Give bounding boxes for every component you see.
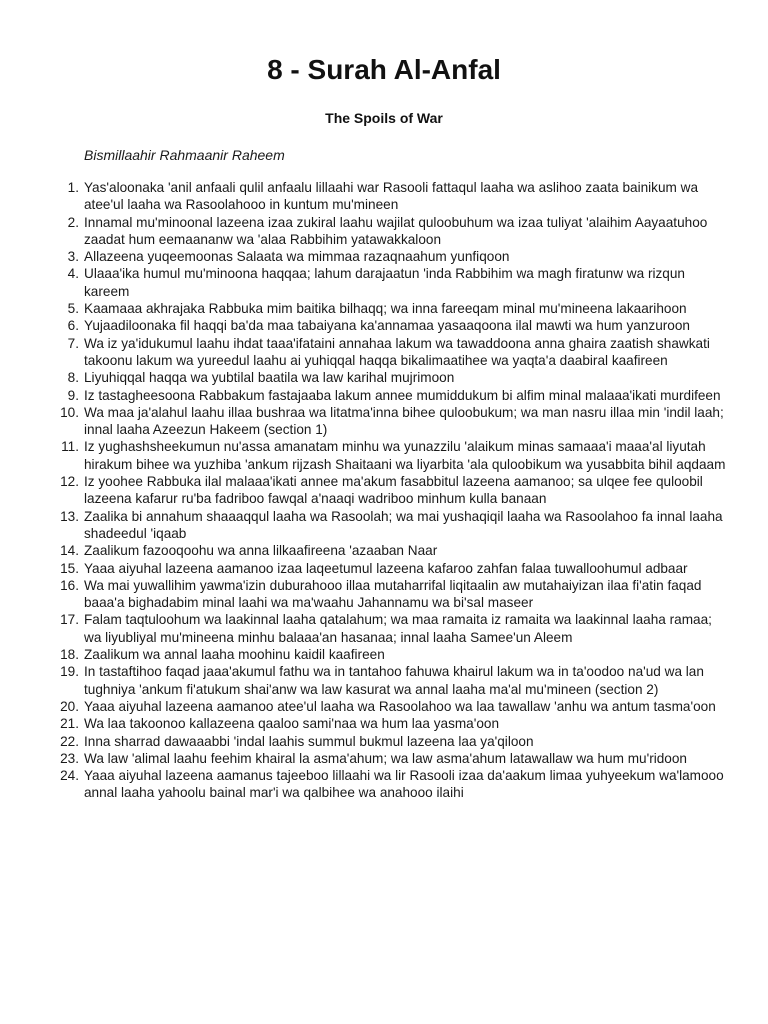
verse-item [60,577,730,612]
verse-number: 21. [60,716,79,732]
verse-number: 13. [60,508,79,524]
verse-text: Yaaa aiyuhal lazeena aamanoo atee'ul laaha wa Rasoolahoo wa laa tawallaw 'anhu wa antum tasma'oon [84,698,716,714]
verse-number: 8. [67,370,79,386]
verse-item [60,715,730,732]
verse-item [67,179,730,214]
verse-text: Liyuhiqqal haqqa wa yubtilal baatila wa law karihal mujrimoon [84,370,455,386]
verse-text: Yaaa aiyuhal lazeena aamanus tajeeboo lillaahi wa lir Rasooli izaa da'aakum limaa yuhyeekum wa'lamooo annal laaha yahoolu bainal mar'i wa qalbihee wa anahooo ilaihi [84,768,724,801]
verse-number: 12. [60,474,79,490]
verse-text: Iz yughashsheekumun nu'assa amanatam minhu wa yunazzilu 'alaikum minas samaaa'i maaa'al liyutah hirakum bihee wa yuzhiba 'ankum rijzash Shaitaani wa liyarbita 'ala quloobikum wa yusabbita bihil aqdaam [84,439,726,472]
verse-number: 24. [60,768,79,784]
verse-number: 20. [60,698,79,714]
verse-number: 7. [67,335,79,351]
verse-item [67,214,730,249]
verse-item [60,560,730,577]
verse-item [60,663,730,698]
verse-item [67,300,730,317]
verse-text: Falam taqtuloohum wa laakinnal laaha qatalahum; wa maa ramaita iz ramaita wa laakinnal laaha ramaa; wa liyubliyal mu'mineena minhu balaaa'an hasanaa; innal laaha Samee'un Aleem [84,612,712,645]
verse-text: Zaalika bi annahum shaaaqqul laaha wa Rasoolah; wa mai yushaqiqil laaha wa Rasoolahoo fa innal laaha shadeedul 'iqaab [84,508,723,541]
verse-text: Innamal mu'minoonal lazeena izaa zukiral laahu wajilat quloobuhum wa izaa tuliyat 'alaihim Aayaatuhoo zaadat hum eemaananw wa 'alaa Rabbihim yatawakkaloon [84,214,708,247]
verse-item [60,404,730,439]
verse-number: 1. [67,180,79,195]
verse-number: 5. [67,301,79,317]
verse-number: 10. [60,404,79,420]
verse-number: 17. [60,612,79,628]
verse-text: Iz yoohee Rabbuka ilal malaaa'ikati annee ma'akum fasabbitul lazeena aamanoo; sa ulqee fee quloobil lazeena kafarur ru'ba fadriboo fawqal a'naaqi wadriboo minhum kulla banaan [84,474,703,507]
verse-number: 9. [67,387,79,403]
verse-text: Yujaadiloonaka fil haqqi ba'da maa tabaiyana ka'annamaa yasaaqoona ilal mawti wa hum yanzuroon [84,318,690,334]
verse-text: Wa iz ya'idukumul laahu ihdat taaa'ifataini annahaa lakum wa tawaddoona anna ghaira zaatish shawkati takoonu lakum wa yureedul laahu ai yuhiqqal haqqa bikalimaatihee wa yaqta'a daabiral kaafireen [84,335,710,368]
verse-number: 23. [60,750,79,766]
bismillah-line: Bismillaahir Rahmaanir Raheem [84,147,285,163]
verse-text: Allazeena yuqeemoonas Salaata wa mimmaa razaqnaahum yunfiqoon [84,249,510,265]
verse-text: Wa maa ja'alahul laahu illaa bushraa wa litatma'inna bihee quloobukum; wa man nasru illaa min 'indil laah; innal laaha Azeezun Hakeem (section 1) [84,404,724,438]
verse-number: 18. [60,647,79,663]
verse-text: Yas'aloonaka 'anil anfaali qulil anfaalu lillaahi war Rasooli fattaqul laaha wa aslihoo zaata bainikum wa atee'ul laaha wa Rasoolahooo in kuntum mu'mineen [84,180,699,213]
verse-item [60,733,730,750]
verse-item [67,335,730,370]
verse-text: Wa mai yuwallihim yawma'izin duburahooo illaa mutaharrifal liqitaalin aw mutahaiyizan ilaa fi'atin faqad baaa'a bighadabim minal laahi wa ma'waahu Jahannamu wa bi'sal maseer [84,577,702,611]
verse-number: 14. [60,543,79,559]
verse-text: Wa law 'alimal laahu feehim khairal la asma'ahum; wa law asma'ahum latawallaw wa hum mu'ridoon [84,750,687,766]
verse-number: 22. [60,733,79,749]
verse-number: 19. [60,664,79,680]
verse-item [60,646,730,663]
verse-number: 2. [67,214,79,230]
verse-text: Yaaa aiyuhal lazeena aamanoo izaa laqeetumul lazeena kafaroo zahfan falaa tuwalloohumul adbaar [84,560,688,576]
verse-text: Iz tastagheesoona Rabbakum fastajaaba lakum annee mumiddukum bi alfim minal malaaa'ikati murdifeen [84,387,721,403]
verse-item [60,473,730,508]
verse-text: Kaamaaa akhrajaka Rabbuka mim baitika bilhaqq; wa inna fareeqam minal mu'mineena lakaarihoon [84,301,687,317]
verse-number: 3. [67,249,79,265]
verse-item [67,369,730,386]
verse-text: Wa laa takoonoo kallazeena qaaloo sami'naa wa hum laa yasma'oon [84,716,500,732]
verse-item [67,387,730,404]
verse-list [60,179,730,802]
verse-item [67,317,730,334]
page-title: 8 - Surah Al-Anfal [267,54,501,85]
verse-item [67,265,730,300]
verse-item [60,767,730,802]
verse-number: 16. [60,577,79,593]
verse-item [60,542,730,559]
verse-text: Ulaaa'ika humul mu'minoona haqqaa; lahum darajaatun 'inda Rabbihim wa magh firatunw wa rizqun kareem [84,266,685,299]
verse-item [60,750,730,767]
page-subtitle: The Spoils of War [325,110,443,126]
verse-item [60,508,730,543]
verse-text: Zaalikum wa annal laaha moohinu kaidil kaafireen [84,647,385,663]
verse-number: 6. [67,318,79,334]
verse-item [67,248,730,265]
verse-number: 4. [67,266,79,282]
verse-item [61,438,730,473]
verse-text: In tastaftihoo faqad jaaa'akumul fathu wa in tantahoo fahuwa khairul lakum wa in ta'oodoo na'ud wa lan tughniya 'ankum fi'atukum shai'anw wa law kasurat wa annal laaha ma'al mu'mineen (section 2) [84,664,704,697]
verse-text: Inna sharrad dawaaabbi 'indal laahis summul bukmul lazeena laa ya'qiloon [84,733,534,749]
verse-item [60,611,730,646]
verse-number: 11. [61,439,79,455]
verse-text: Zaalikum fazooqoohu wa anna lilkaafireena 'azaaban Naar [84,543,438,559]
verse-number: 15. [60,560,79,576]
verse-item [60,698,730,715]
